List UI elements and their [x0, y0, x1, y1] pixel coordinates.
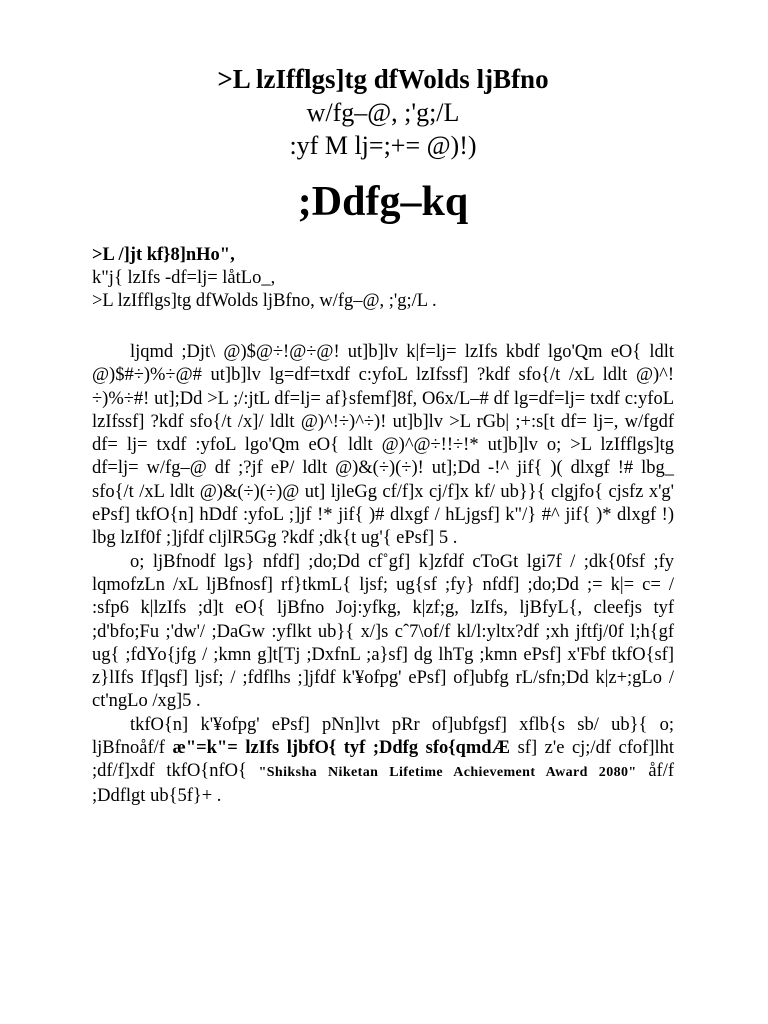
award-text-intro: tkfO{n] k'¥ofpg' ePsf] pNn]lvt pRr of]ubfgsf] xflb{s sb/ ub}{ o; ljBfnoåf/f: [92, 714, 674, 759]
certificate-page: [92, 62, 674, 808]
certificate-body: [92, 341, 674, 808]
recipient-position: k"j{ lzIfs -df=lj= låtLo_,: [92, 268, 276, 288]
award-text-mid: sf] z'e cj;/df cfof]lht ;df/f]xdf tkfO{nfO{: [92, 738, 675, 782]
program-name: æ"=k"= lzIfs ljbfO{ tyf ;Ddfg sfo{qmdÆ: [172, 738, 511, 759]
award-text-end: åf/f ;Ddflgt ub{5f}+ .: [92, 761, 675, 806]
recipient-name: >L /]jt kf}8]nHo",: [92, 245, 235, 265]
paragraph-contribution: o; ljBfnodf lgs} nfdf] ;do;Dd cf˚gf] k]zfdf cToGt lgi7f / ;dk{0fsf ;fy lqmofzLn /xL ljBfnosf] rf}tkmL{ ljsf; ug{sf ;fy} nfdf] ;do;Dd ;= k|= c= / :sfp6 k|lzIfs ;d]t eO{ ljBfno Joj:yfkg, k|zf;g, lzIfs, ljBfyL{, cleefjs tyf ;d'bfo;Fu ;'dw'/ ;DaGw :yflkt ub}{ x/]s cˆ7\of/f kl/l:yltx?df ;xh jftfj/0f l;h{gf ug{ ;fdYo{jfg / ;kmn g]t[Tj ;DxfnL ;a}sf] dg lhTg ;kmn ePsf] x'Fbf tkfO{sf] z}lIfs If]qsf] ljsf; / ;fdflhs ;]jfdf k'¥ofpg' ePsf] of]ubfg rL/sfn;Dd k|z+;gLo / ct'ngLo /xg]5 .: [92, 551, 674, 712]
school-address: w/fg–@, ;'g;/L: [306, 98, 460, 127]
school-name: >L lzIfflgs]tg dfWolds ljBfno: [217, 64, 549, 94]
paragraph-service: ljqmd ;Djt\ @)$@÷!@÷@! ut]b]lv k|f=lj= lzIfs kbdf lgo'Qm eO{ ldlt @)$#÷)%÷@# ut]b]lv lg=df=txdf c:yfoL lzIfssf] ?kdf sfo{/t /xL ldlt @)^!÷)%÷#! ut];Dd >L ;/:jtL df=lj= af}sfemf]8f, O6x/L–# df lg=df=lj= txdf c:yfoL lzIfssf] ?kdf sfo{/t /x]/ ldlt @)^!÷)^÷)! ut]b]lv >L rGb| ;+:s[t df= lj=, w/fgdf df= lj= txdf :yfoL lgo'Qm eO{ ldlt @)^@÷!!÷!* ut]b]lv o; >L lzIfflgs]tg df=lj= w/fg–@ df ;?jf eP/ ldlt @)&(÷)(÷)! ut];Dd -!^ jif{ )( dlxgf !# lbg_ sfo{/t /xL ldlt @)&(÷)(÷)@ ut] ljleGg cf/f]x cj/f]x kf/ ub}}{ clgjfo{ cjsfz x'g' ePsf] tkfO{n] hDdf :yfoL ;]jf !* jif{ )# dlxgf / hLjgsf] k"/} #^ jif{ )* dlxgf !) lbg lzIf0f ;]jfdf cljlR5Gg ?kdf ;dk{t ug'{ ePsf] 5 .: [92, 342, 674, 549]
recipient-school: >L lzIfflgs]tg dfWolds ljBfno, w/fg–@, ;'g;/L .: [92, 291, 437, 311]
award-name: "Shiksha Niketan Lifetime Achievement Award 2080": [258, 765, 637, 781]
paragraph-award: [92, 714, 674, 808]
certificate-heading: ;Ddfg–kq: [297, 179, 469, 225]
establishment-line: :yf M lj=;+= @)!): [289, 131, 477, 160]
